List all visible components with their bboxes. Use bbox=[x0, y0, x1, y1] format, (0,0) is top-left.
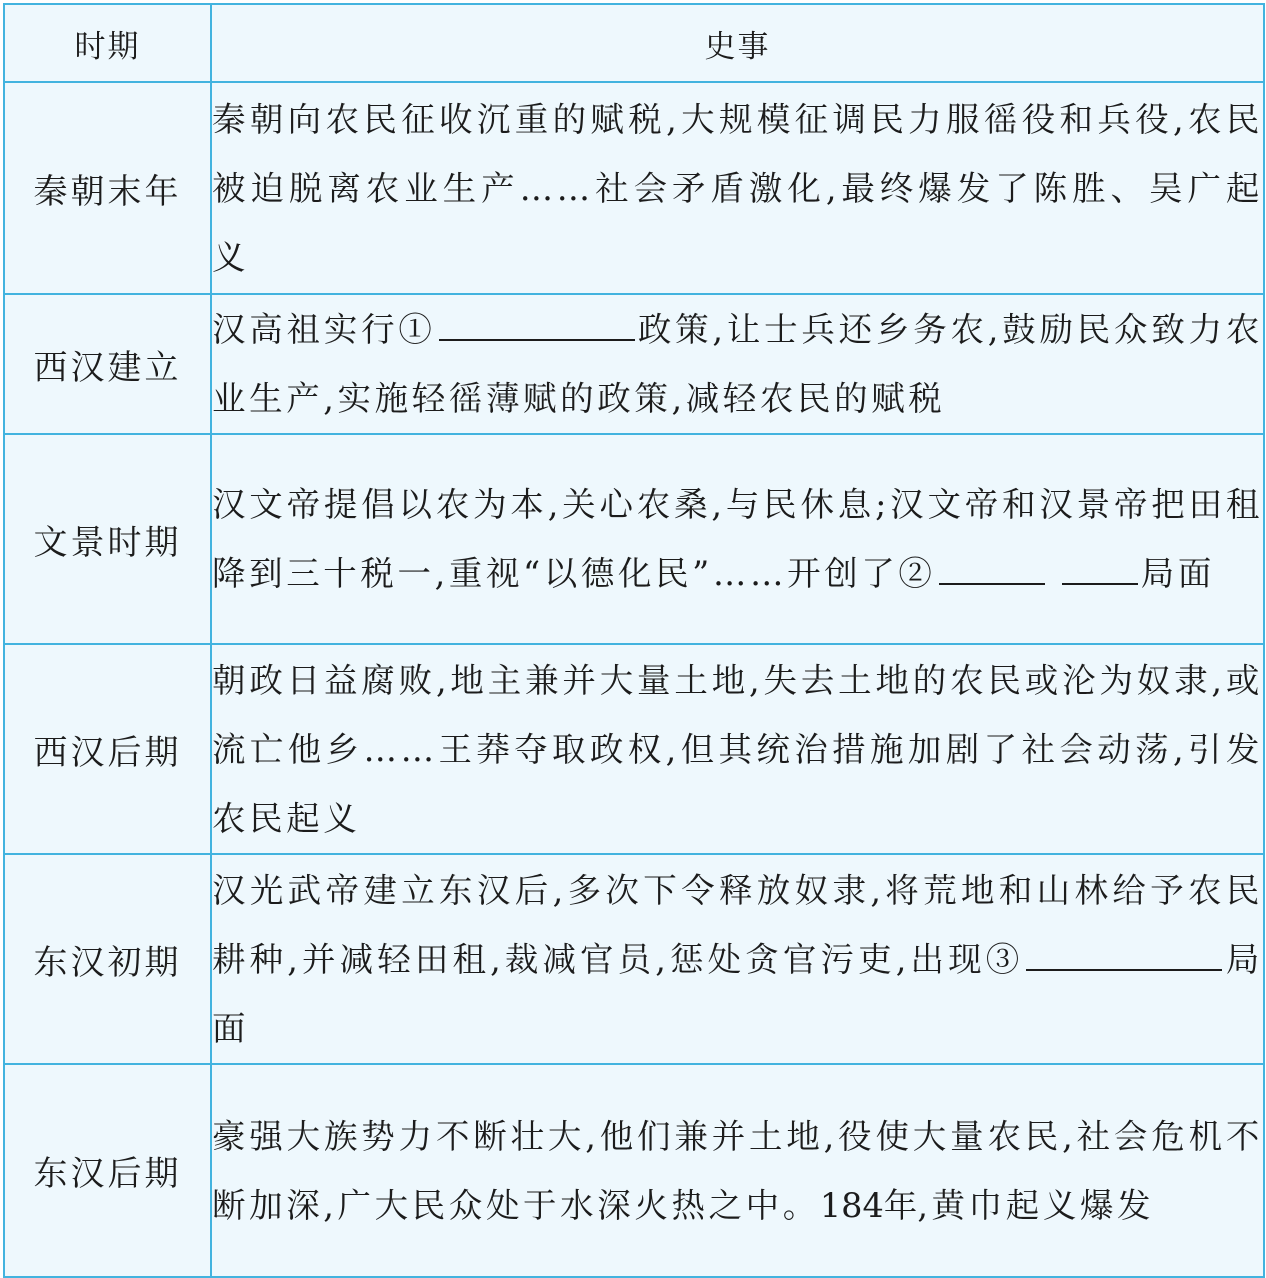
period-cell: 秦朝末年 bbox=[4, 82, 211, 294]
events-text-before: 汉文帝提倡以农为本,关心农桑,与民休息;汉文帝和汉景帝把田租降到三十税一,重视“以德化民”……开创了 bbox=[212, 485, 1263, 593]
table-header-row bbox=[4, 4, 1264, 82]
blank-marker: ② bbox=[898, 554, 936, 593]
events-cell bbox=[211, 854, 1264, 1064]
events-text bbox=[212, 1102, 1263, 1240]
events-text bbox=[212, 856, 1263, 1063]
table-row bbox=[4, 294, 1264, 434]
events-text-before: 汉光武帝建立东汉后,多次下令释放奴隶,将荒地和山林给予农民耕种,并减轻田租,裁减官员,惩处贪官污吏,出现 bbox=[212, 870, 1263, 979]
events-cell bbox=[211, 294, 1264, 434]
header-events: 史事 bbox=[211, 4, 1264, 82]
events-cell bbox=[211, 644, 1264, 854]
fill-in-blank[interactable] bbox=[939, 549, 1045, 585]
period-cell: 文景时期 bbox=[4, 434, 211, 644]
blank-marker: ① bbox=[398, 310, 436, 349]
table-row bbox=[4, 434, 1264, 644]
fill-in-blank-continued[interactable] bbox=[1062, 549, 1138, 585]
period-cell: 西汉建立 bbox=[4, 294, 211, 434]
events-text-before: 汉高祖实行 bbox=[212, 310, 399, 349]
history-table bbox=[3, 3, 1265, 1278]
table-row bbox=[4, 854, 1264, 1064]
events-cell bbox=[211, 82, 1264, 294]
period-cell: 东汉后期 bbox=[4, 1064, 211, 1277]
table-row bbox=[4, 1064, 1264, 1277]
events-text: 朝政日益腐败,地主兼并大量土地,失去土地的农民或沦为奴隶,或流亡他乡……王莽夺取政权,但其统治措施加剧了社会动荡,引发农民起义 bbox=[212, 660, 1263, 838]
year-text: 184年 bbox=[819, 1185, 918, 1225]
events-cell bbox=[211, 434, 1264, 644]
fill-in-blank[interactable] bbox=[1026, 935, 1222, 971]
table-row bbox=[4, 82, 1264, 294]
events-text bbox=[212, 295, 1263, 433]
events-text: 秦朝向农民征收沉重的赋税,大规模征调民力服徭役和兵役,农民被迫脱离农业生产……社会矛盾激化,最终爆发了陈胜、吴广起义 bbox=[212, 99, 1263, 277]
period-cell: 西汉后期 bbox=[4, 644, 211, 854]
fill-in-blank[interactable] bbox=[439, 305, 635, 341]
events-text-after: 政策,让士兵还乡务农,鼓励民众致力农业生产,实施轻徭薄赋的政策,减轻农民的赋税 bbox=[212, 310, 1263, 418]
period-cell: 东汉初期 bbox=[4, 854, 211, 1064]
events-text-after: 局面 bbox=[1140, 554, 1215, 593]
events-text-after: ,黄巾起义爆发 bbox=[917, 1185, 1155, 1225]
events-cell bbox=[211, 1064, 1264, 1277]
events-text-after: 局面 bbox=[212, 939, 1263, 1048]
table-row bbox=[4, 644, 1264, 854]
blank-marker: ③ bbox=[985, 939, 1024, 979]
header-period: 时期 bbox=[4, 4, 211, 82]
events-text-before: 豪强大族势力不断壮大,他们兼并土地,役使大量农民,社会危机不断加深,广大民众处于水深火热之中。 bbox=[212, 1116, 1263, 1225]
events-text bbox=[212, 470, 1263, 608]
